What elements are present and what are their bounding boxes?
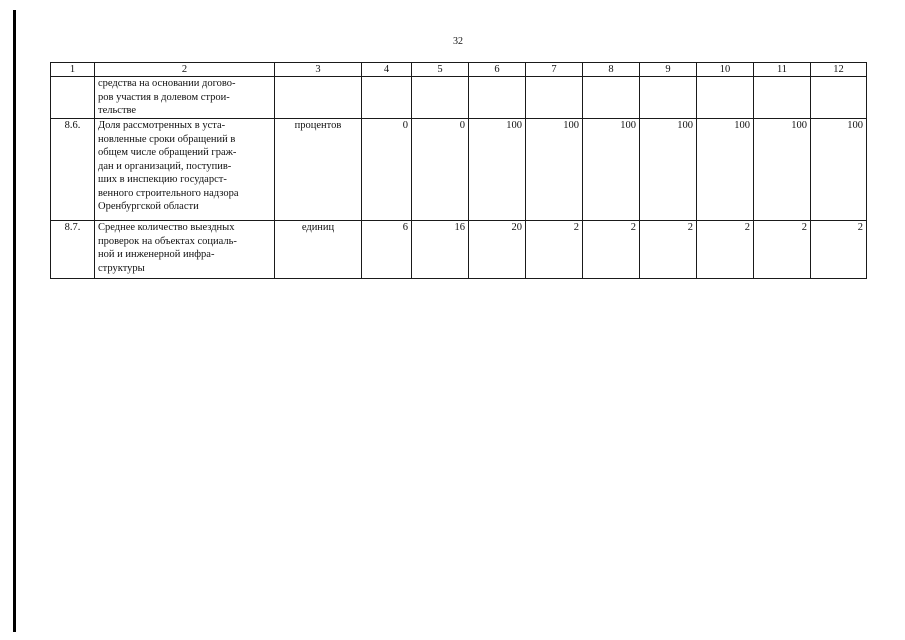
value-cell: 2 (583, 221, 640, 279)
page-number: 32 (453, 36, 463, 47)
column-header: 3 (275, 63, 362, 77)
value-cell: 100 (583, 119, 640, 221)
table-header-row (51, 63, 867, 77)
value-cell: 100 (469, 119, 526, 221)
value-cell: 16 (412, 221, 469, 279)
column-header: 2 (95, 63, 275, 77)
value-cell: 20 (469, 221, 526, 279)
column-header: 6 (469, 63, 526, 77)
value-cell (469, 77, 526, 119)
value-cell: 6 (362, 221, 412, 279)
value-cell: 100 (640, 119, 697, 221)
value-cell (754, 77, 811, 119)
column-header: 10 (697, 63, 754, 77)
indicators-table (50, 62, 867, 279)
value-cell (583, 77, 640, 119)
value-cell: 2 (811, 221, 867, 279)
value-cell: 100 (697, 119, 754, 221)
value-cell (811, 77, 867, 119)
value-cell: 100 (811, 119, 867, 221)
column-header: 5 (412, 63, 469, 77)
unit-cell: процентов (275, 119, 362, 221)
value-cell (362, 77, 412, 119)
value-cell: 2 (640, 221, 697, 279)
row-number: 8.7. (51, 221, 95, 279)
column-header: 9 (640, 63, 697, 77)
value-cell: 0 (362, 119, 412, 221)
unit-cell: единиц (275, 221, 362, 279)
value-cell: 100 (526, 119, 583, 221)
row-number (51, 77, 95, 119)
value-cell: 100 (754, 119, 811, 221)
column-header: 12 (811, 63, 867, 77)
value-cell (526, 77, 583, 119)
unit-cell (275, 77, 362, 119)
indicator-name: средства на основании догово- ров участия в долевом строи- тельстве (95, 77, 275, 119)
binding-bar (13, 10, 16, 632)
table-row (51, 221, 867, 279)
column-header: 11 (754, 63, 811, 77)
column-header: 7 (526, 63, 583, 77)
value-cell: 2 (697, 221, 754, 279)
row-number: 8.6. (51, 119, 95, 221)
indicator-name: Среднее количество выездных проверок на объектах социаль- ной и инженерной инфра- структуры (95, 221, 275, 279)
value-cell: 2 (526, 221, 583, 279)
value-cell (640, 77, 697, 119)
value-cell: 0 (412, 119, 469, 221)
column-header: 8 (583, 63, 640, 77)
value-cell (412, 77, 469, 119)
value-cell (697, 77, 754, 119)
column-header: 1 (51, 63, 95, 77)
indicator-name: Доля рассмотренных в уста- новленные сроки обращений в общем числе обращений граж- дан и организаций, поступив- ших в инспекцию государст- венного строительного надзора Оренбургской области (95, 119, 275, 221)
value-cell: 2 (754, 221, 811, 279)
column-header: 4 (362, 63, 412, 77)
table-row (51, 119, 867, 221)
table-row (51, 77, 867, 119)
